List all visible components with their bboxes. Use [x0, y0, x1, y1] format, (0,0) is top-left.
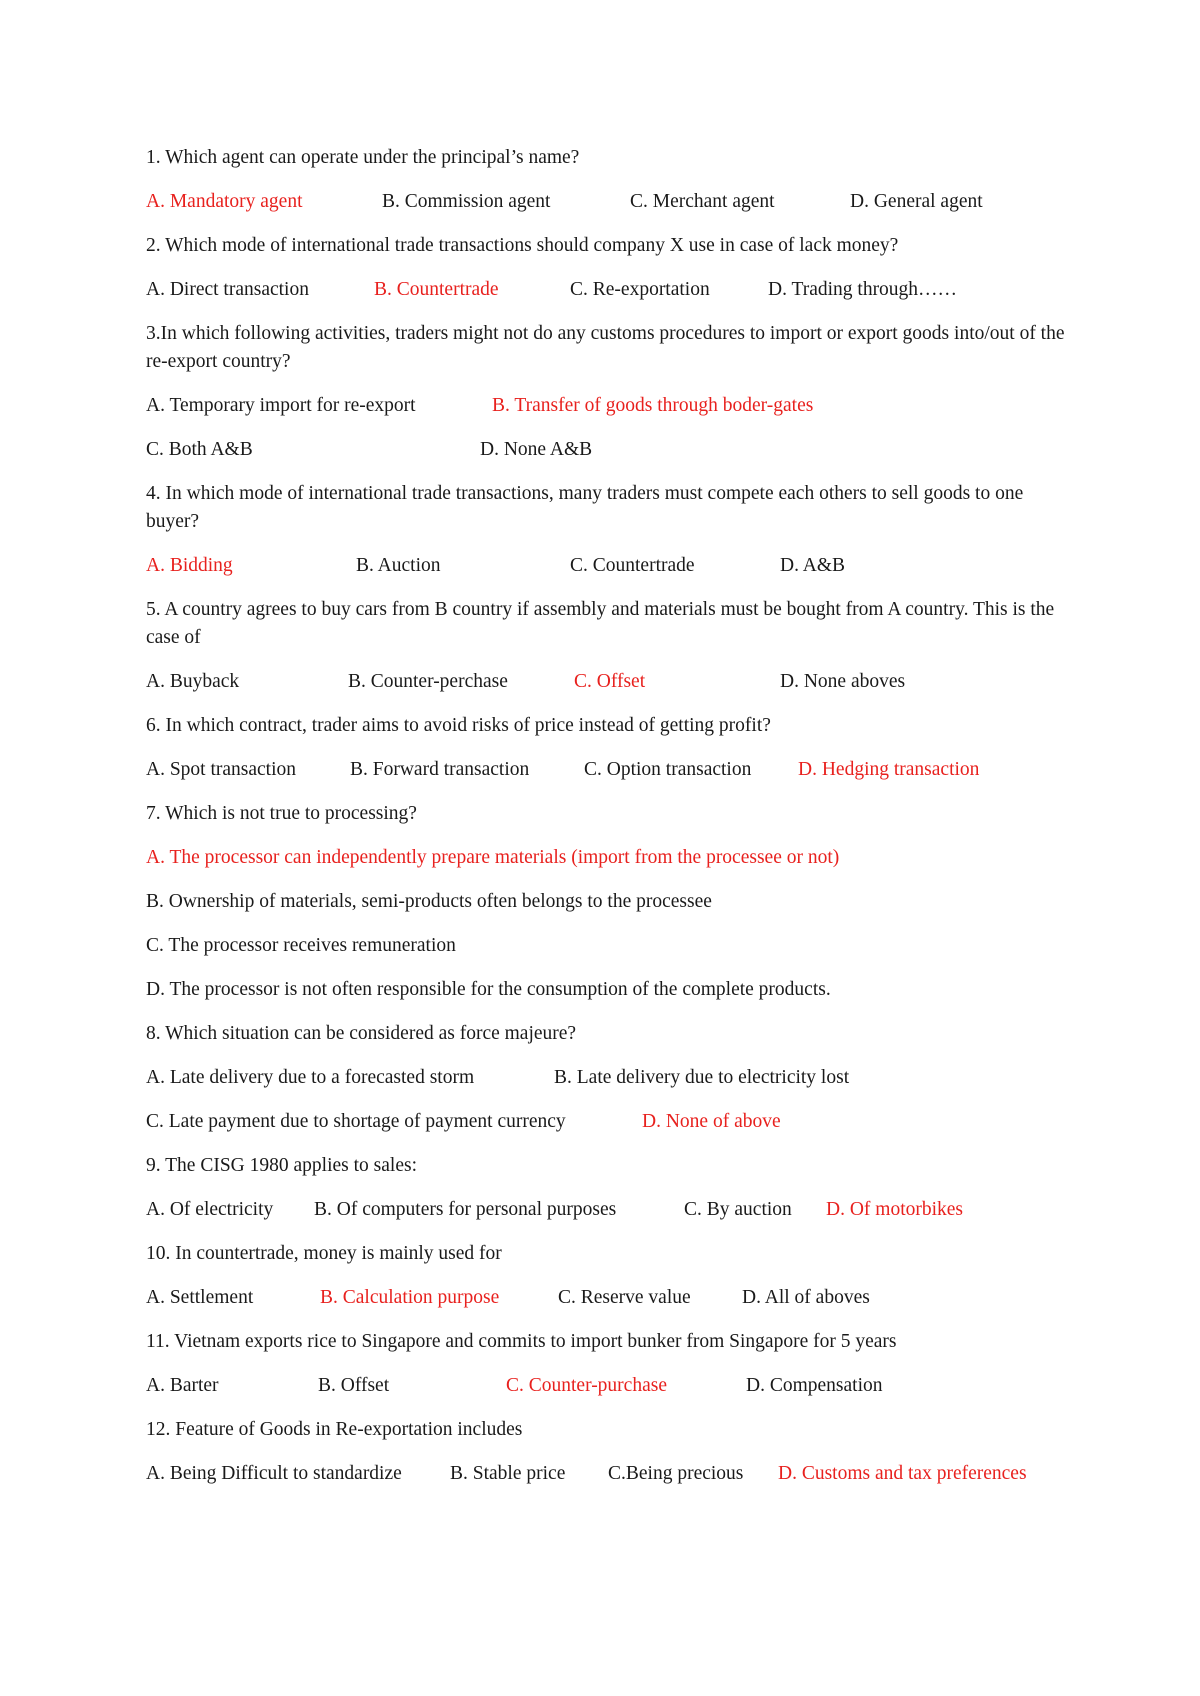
- question-8: 8. Which situation can be considered as force majeure?: [146, 1023, 577, 1044]
- option-8a: A. Late delivery due to a forecasted storm: [146, 1067, 475, 1088]
- option-6b: B. Forward transaction: [350, 759, 530, 780]
- option-4c: C. Countertrade: [570, 555, 695, 576]
- option-8c: C. Late payment due to shortage of payment currency: [146, 1111, 566, 1132]
- option-6c: C. Option transaction: [584, 759, 752, 780]
- option-10d: D. All of aboves: [742, 1287, 870, 1308]
- option-12d: D. Customs and tax preferences: [778, 1463, 1027, 1484]
- option-9a: A. Of electricity: [146, 1199, 274, 1220]
- option-3d: D. None A&B: [480, 439, 593, 460]
- options-6: [146, 756, 1076, 784]
- options-8cd: [146, 1108, 1076, 1136]
- options-8ab: [146, 1064, 1076, 1092]
- options-12: [146, 1460, 1076, 1488]
- option-2d: D. Trading through……: [768, 279, 958, 300]
- question-1: 1. Which agent can operate under the principal’s name?: [146, 147, 580, 168]
- option-2b: B. Countertrade: [374, 279, 499, 300]
- option-12a: A. Being Difficult to standardize: [146, 1463, 402, 1484]
- option-12b: B. Stable price: [450, 1463, 566, 1484]
- options-3cd: [146, 436, 1076, 464]
- option-8d: D. None of above: [642, 1111, 781, 1132]
- option-5a: A. Buyback: [146, 671, 240, 692]
- option-6a: A. Spot transaction: [146, 759, 297, 780]
- question-5: 5. A country agrees to buy cars from B country if assembly and materials must be bought from A country. This is the case of: [146, 599, 1055, 648]
- option-10a: A. Settlement: [146, 1287, 254, 1308]
- option-3c: C. Both A&B: [146, 439, 253, 460]
- option-7c: C. The processor receives remuneration: [146, 935, 456, 956]
- option-7b: B. Ownership of materials, semi-products often belongs to the processee: [146, 891, 712, 912]
- option-9c: C. By auction: [684, 1199, 792, 1220]
- option-1c: C. Merchant agent: [630, 191, 775, 212]
- option-7d: D. The processor is not often responsible for the consumption of the complete products.: [146, 979, 831, 1000]
- options-11: [146, 1372, 1076, 1400]
- option-3a: A. Temporary import for re-export: [146, 395, 416, 416]
- option-11b: B. Offset: [318, 1375, 390, 1396]
- options-10: [146, 1284, 1076, 1312]
- options-2: [146, 276, 1076, 304]
- option-2c: C. Re-exportation: [570, 279, 710, 300]
- option-12c: C.Being precious: [608, 1463, 744, 1484]
- option-4b: B. Auction: [356, 555, 441, 576]
- question-7: 7. Which is not true to processing?: [146, 803, 417, 824]
- question-10: 10. In countertrade, money is mainly used for: [146, 1243, 502, 1264]
- options-5: [146, 668, 1076, 696]
- option-4a: A. Bidding: [146, 555, 233, 576]
- options-3ab: [146, 392, 1076, 420]
- option-1b: B. Commission agent: [382, 191, 551, 212]
- question-6: 6. In which contract, trader aims to avoid risks of price instead of getting profit?: [146, 715, 771, 736]
- option-6d: D. Hedging transaction: [798, 759, 980, 780]
- option-9d: D. Of motorbikes: [826, 1199, 964, 1220]
- option-11a: A. Barter: [146, 1375, 219, 1396]
- option-5b: B. Counter-perchase: [348, 671, 508, 692]
- option-2a: A. Direct transaction: [146, 279, 309, 300]
- option-4d: D. A&B: [780, 555, 846, 576]
- option-1a: A. Mandatory agent: [146, 191, 303, 212]
- question-11: 11. Vietnam exports rice to Singapore and commits to import bunker from Singapore for 5 years: [146, 1331, 897, 1352]
- options-1: [146, 188, 1076, 216]
- option-5d: D. None aboves: [780, 671, 906, 692]
- option-5c: C. Offset: [574, 671, 646, 692]
- option-9b: B. Of computers for personal purposes: [314, 1199, 617, 1220]
- options-9: [146, 1196, 1076, 1224]
- question-3: 3.In which following activities, traders might not do any customs procedures to import or export goods into/out of the re-export country?: [146, 323, 1065, 372]
- option-10c: C. Reserve value: [558, 1287, 691, 1308]
- option-7a: A. The processor can independently prepare materials (import from the processee or not): [146, 847, 840, 868]
- option-3b: B. Transfer of goods through boder-gates: [492, 395, 814, 416]
- option-10b: B. Calculation purpose: [320, 1287, 500, 1308]
- question-4: 4. In which mode of international trade transactions, many traders must compete each others to sell goods to one buyer?: [146, 483, 1024, 532]
- question-2: 2. Which mode of international trade transactions should company X use in case of lack money?: [146, 235, 899, 256]
- option-11c: C. Counter-purchase: [506, 1375, 667, 1396]
- option-11d: D. Compensation: [746, 1375, 883, 1396]
- question-12: 12. Feature of Goods in Re-exportation includes: [146, 1419, 523, 1440]
- options-4: [146, 552, 1076, 580]
- option-8b: B. Late delivery due to electricity lost: [554, 1067, 850, 1088]
- quiz-document: [146, 144, 1076, 1504]
- option-1d: D. General agent: [850, 191, 983, 212]
- question-9: 9. The CISG 1980 applies to sales:: [146, 1155, 417, 1176]
